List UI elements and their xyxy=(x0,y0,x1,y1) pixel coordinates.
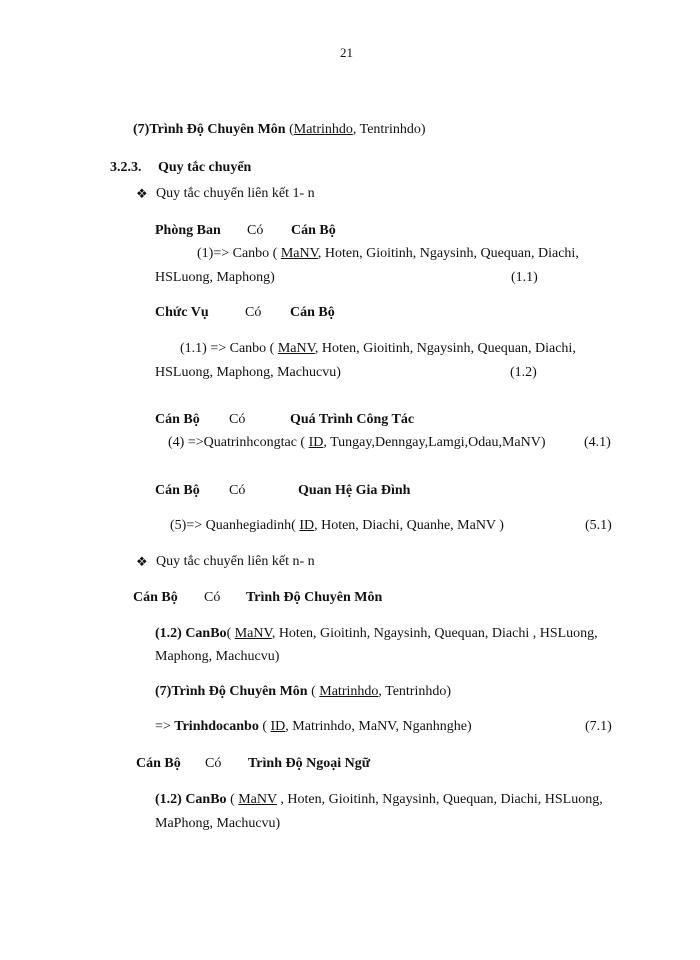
rule-line-continued: HSLuong, Maphong, Machucvu) xyxy=(155,365,341,380)
entity-b: Cán Bộ xyxy=(291,223,336,238)
entity-b: Trình Độ Chuyên Môn xyxy=(246,590,383,605)
relation: Có xyxy=(205,756,222,771)
entity-b: Trình Độ Ngoại Ngữ xyxy=(248,756,371,771)
schema-line: (1.2) CanBo ( MaNV , Hoten, Gioitinh, Ngaysinh, Quequan, Diachi, HSLuong, xyxy=(155,792,603,807)
relation: Có xyxy=(247,223,264,238)
entity-title: (7)Trình Độ Chuyên Môn xyxy=(133,122,290,137)
relation: Có xyxy=(229,412,246,427)
schema-line-continued: Maphong, Machucvu) xyxy=(155,649,280,664)
rule-line: (4) =>Quatrinhcongtac ( ID, Tungay,Denngay,Lamgi,Odau,MaNV) xyxy=(168,435,546,450)
primary-key: MaNV xyxy=(277,341,315,356)
entity-a: Cán Bộ xyxy=(155,483,200,498)
section-title: Quy tắc chuyển xyxy=(158,160,252,175)
schema-line: (1.2) CanBo( MaNV, Hoten, Gioitinh, Ngaysinh, Quequan, Diachi , HSLuong, xyxy=(155,626,598,641)
primary-key: ID xyxy=(270,719,286,734)
primary-key: MaNV xyxy=(280,246,318,261)
rule-line-continued: HSLuong, Maphong) xyxy=(155,270,275,285)
primary-key: MaNV xyxy=(238,792,277,807)
primary-key: Matrinhdo xyxy=(319,684,379,699)
entity-a: Cán Bộ xyxy=(155,412,200,427)
entity-a: Cán Bộ xyxy=(133,590,178,605)
primary-key: ID xyxy=(299,518,315,533)
entity-a: Phòng Ban xyxy=(155,223,221,238)
equation-number: (1.1) xyxy=(511,270,538,285)
equation-number: (5.1) xyxy=(585,518,612,533)
rule-line: (5)=> Quanhegiadinh( ID, Hoten, Diachi, Quanhe, MaNV ) xyxy=(170,518,504,533)
rule-line: (1.1) => Canbo ( MaNV, Hoten, Gioitinh, Ngaysinh, Quequan, Diachi, xyxy=(180,341,576,356)
entity-b: Quan Hệ Gia Đình xyxy=(298,483,411,498)
page-number: 21 xyxy=(340,45,353,60)
rule-line: => Trinhdocanbo ( ID, Matrinhdo, MaNV, Nganhnghe) xyxy=(155,719,472,734)
bullet-text: Quy tắc chuyển liên kết 1- n xyxy=(156,186,315,201)
equation-number: (4.1) xyxy=(584,435,611,450)
entity-schema-line: (7)Trình Độ Chuyên Môn (Matrinhdo, Tentrinhdo) xyxy=(133,122,426,137)
entity-b: Quá Trình Công Tác xyxy=(290,412,415,427)
equation-number: (7.1) xyxy=(585,719,612,734)
rule-line: (1)=> Canbo ( MaNV, Hoten, Gioitinh, Ngaysinh, Quequan, Diachi, xyxy=(197,246,579,261)
schema-line: (7)Trình Độ Chuyên Môn ( Matrinhdo, Tentrinhdo) xyxy=(155,684,452,699)
section-number: 3.2.3. xyxy=(110,160,142,175)
entity-a: Chức Vụ xyxy=(155,305,209,320)
relation: Có xyxy=(229,483,246,498)
relation: Có xyxy=(204,590,221,605)
primary-key: MaNV xyxy=(234,626,272,641)
bullet-icon: ❖ xyxy=(136,554,148,569)
bullet-text: Quy tắc chuyển liên kết n- n xyxy=(156,554,315,569)
primary-key: ID xyxy=(308,435,324,450)
bullet-icon: ❖ xyxy=(136,186,148,201)
primary-key: Matrinhdo xyxy=(293,122,353,137)
entity-a: Cán Bộ xyxy=(136,756,181,771)
equation-number: (1.2) xyxy=(510,365,537,380)
relation: Có xyxy=(245,305,262,320)
schema-line-continued: MaPhong, Machucvu) xyxy=(155,816,281,831)
entity-b: Cán Bộ xyxy=(290,305,335,320)
